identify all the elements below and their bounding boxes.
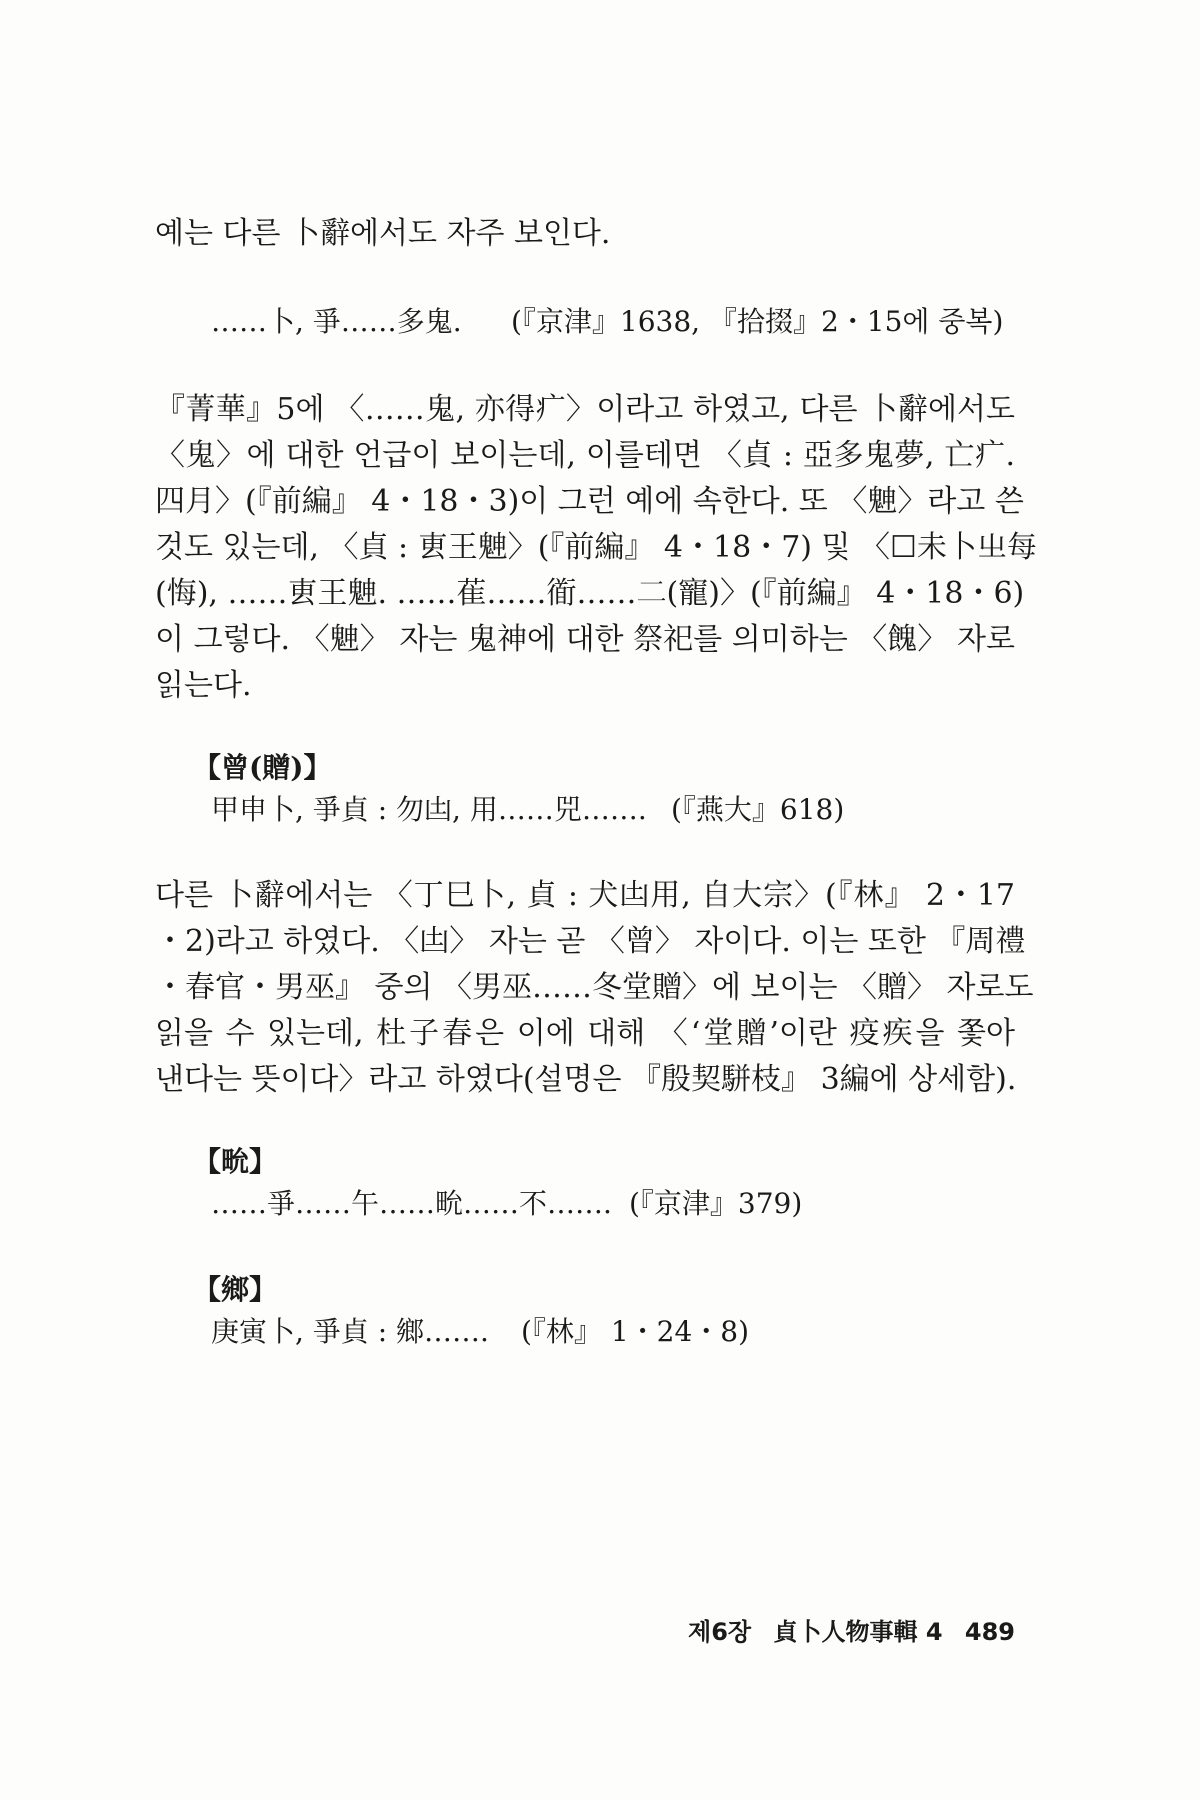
quote-text: 庚寅卜, 爭貞 : 鄉……. [211, 1315, 489, 1348]
paragraph-line: (悔), ……叀王䰠. ……萑……衜……𠄞(寵)〉(『前編』 4・18・6) [155, 576, 1025, 611]
quote-line [211, 1184, 1011, 1224]
footer-title: 貞卜人物事輯 4 [773, 1618, 943, 1646]
document-page [155, 0, 1037, 1800]
paragraph-line: ・春官・男巫』 중의 〈男巫……冬堂贈〉에 보이는 〈贈〉 자로도 [155, 970, 1034, 1005]
paragraph-line: 읽을 수 있는데, 杜子春은 이에 대해 〈‘堂贈’이란 疫疾을 쫓아 [155, 1016, 1015, 1051]
paragraph-line: 낸다는 뜻이다〉라고 하였다(설명은 『殷契駢枝』 3編에 상세함). [155, 1062, 1017, 1097]
quote-source: (『京津』1638, 『拾掇』2・15에 중복) [511, 305, 1004, 338]
paragraph-line: ・2)라고 하였다. 〈凷〉 자는 곧 〈曾〉 자이다. 이는 또한 『周禮 [155, 924, 1026, 959]
paragraph-line: 것도 있는데, 〈貞 : 叀王䰠〉(『前編』 4・18・7) 및 〈☐未卜㞢每 [155, 530, 1037, 565]
quote-line [211, 790, 1011, 830]
quote-text: ……爭……午……㽙……不……. [211, 1187, 612, 1220]
section-heading: 【㽙】 [193, 1145, 278, 1178]
paragraph-line: 읽는다. [155, 668, 252, 703]
paragraph-line: 四月〉(『前編』 4・18・3)이 그런 예에 속한다. 또 〈䰠〉라고 쓴 [155, 484, 1024, 519]
quote-source: (『燕大』618) [671, 793, 845, 826]
text-line: 예는 다른 卜辭에서도 자주 보인다. [155, 216, 611, 251]
paragraph-line: 이 그렇다. 〈䰠〉 자는 鬼神에 대한 祭祀를 의미하는 〈餽〉 자로 [155, 622, 1015, 657]
quote-text: ……卜, 爭……多鬼. [211, 305, 462, 338]
quote-line [211, 1312, 1011, 1352]
page-footer [674, 1612, 1015, 1647]
quote-line [211, 302, 1011, 342]
paragraph-line: 〈鬼〉에 대한 언급이 보이는데, 이를테면 〈貞 : 亞多鬼夢, 亡疒. [155, 438, 1015, 473]
quote-text: 甲申卜, 爭貞 : 勿凷, 用……兕……. [211, 793, 647, 826]
page-number: 489 [964, 1618, 1015, 1646]
section-heading: 【曾(贈)】 [193, 751, 332, 784]
paragraph-line: 다른 卜辭에서는 〈丁巳卜, 貞 : 犬凷用, 自大宗〉(『林』 2・17 [155, 878, 1015, 913]
quote-source: (『京津』379) [629, 1187, 803, 1220]
paragraph-line: 『菁華』5에 〈……鬼, 亦得疒〉이라고 하였고, 다른 卜辭에서도 [155, 392, 1015, 427]
footer-chapter: 제6장 [688, 1618, 752, 1646]
section-heading: 【鄉】 [193, 1273, 278, 1306]
quote-source: (『林』 1・24・8) [521, 1315, 750, 1348]
